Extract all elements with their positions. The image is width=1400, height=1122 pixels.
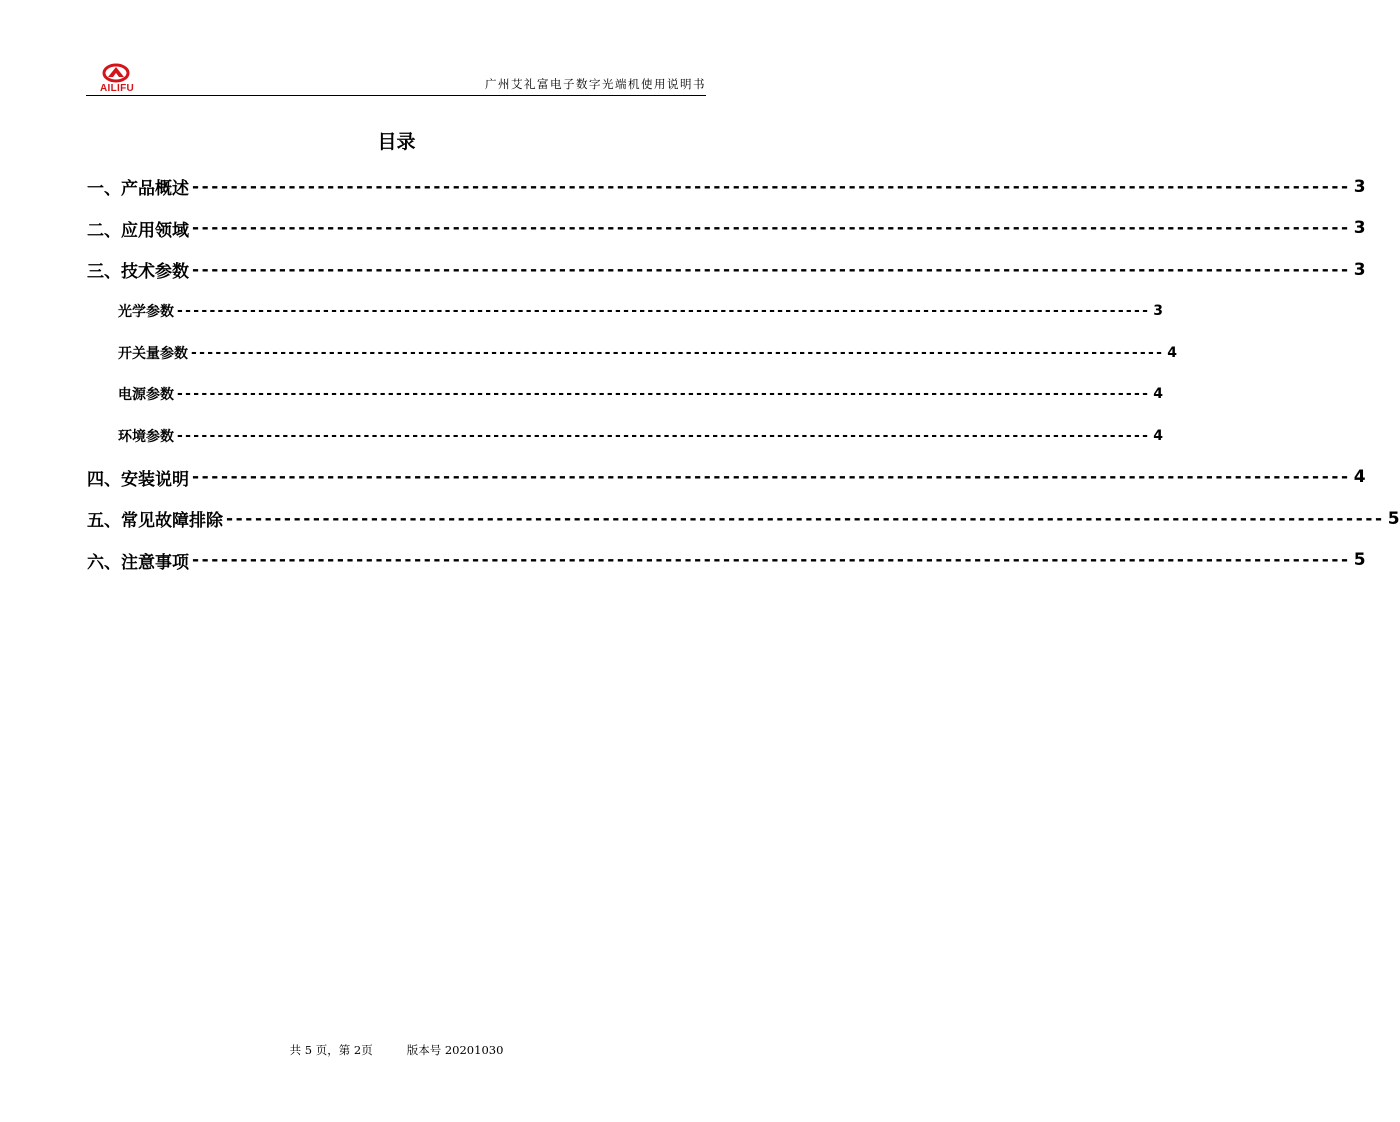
toc-entry-label: 一、产品概述 — [87, 179, 189, 200]
document-title: 广州艾礼富电子数字光端机使用说明书 — [485, 77, 706, 91]
toc-entry-label: 六、注意事项 — [87, 552, 189, 573]
toc-dot-leader: ------------------------------------------------------------------------------------------------------------------------ — [191, 344, 1165, 361]
toc-entry-label: 三、技术参数 — [87, 262, 189, 283]
toc-dot-leader: ------------------------------------------------------------------------------------------------------------------------ — [192, 259, 1351, 280]
toc-entry-page: 4 — [1353, 467, 1366, 488]
toc-entry-label: 光学参数 — [118, 304, 174, 321]
toc-dot-leader: ------------------------------------------------------------------------------------------------------------------------ — [226, 508, 1385, 529]
toc-dot-leader: ------------------------------------------------------------------------------------------------------------------------ — [192, 550, 1351, 571]
logo-wordmark: AILIFU — [99, 83, 135, 94]
toc-entry[interactable] — [87, 166, 1366, 208]
toc-dot-leader: ------------------------------------------------------------------------------------------------------------------------ — [177, 427, 1151, 444]
company-logo — [88, 64, 144, 94]
toc-entry[interactable] — [87, 291, 1164, 333]
toc-entry[interactable] — [87, 540, 1366, 582]
toc-entry-page: 4 — [1153, 427, 1164, 444]
toc-entry-page: 5 — [1387, 508, 1400, 529]
toc-entry-page: 3 — [1353, 218, 1366, 239]
page-footer — [0, 1042, 793, 1058]
toc-entry-label: 电源参数 — [118, 387, 174, 404]
toc-dot-leader: ------------------------------------------------------------------------------------------------------------------------ — [192, 467, 1351, 488]
table-of-contents — [87, 166, 1400, 581]
toc-heading: 目录 — [377, 131, 416, 153]
toc-entry-page: 4 — [1153, 386, 1164, 403]
toc-entry-page: 3 — [1353, 176, 1366, 197]
logo-emblem-icon — [88, 64, 144, 84]
toc-dot-leader: ------------------------------------------------------------------------------------------------------------------------ — [177, 303, 1151, 320]
toc-entry-page: 3 — [1153, 303, 1164, 320]
toc-entry[interactable] — [87, 498, 1400, 540]
toc-entry[interactable] — [87, 249, 1366, 291]
toc-entry-page: 4 — [1167, 344, 1178, 361]
toc-entry[interactable] — [87, 457, 1366, 499]
toc-dot-leader: ------------------------------------------------------------------------------------------------------------------------ — [192, 176, 1351, 197]
toc-entry[interactable] — [87, 332, 1178, 374]
toc-dot-leader: ------------------------------------------------------------------------------------------------------------------------ — [192, 218, 1351, 239]
toc-entry[interactable] — [87, 415, 1164, 457]
toc-entry-label: 五、常见故障排除 — [87, 511, 223, 532]
version-number: 版本号 20201030 — [406, 1043, 504, 1057]
page-header — [86, 62, 706, 96]
toc-entry-label: 开关量参数 — [118, 345, 188, 362]
toc-entry-label: 四、安装说明 — [87, 469, 189, 490]
toc-dot-leader: ------------------------------------------------------------------------------------------------------------------------ — [177, 386, 1151, 403]
toc-entry-label: 环境参数 — [118, 428, 174, 445]
toc-entry-page: 5 — [1353, 550, 1366, 571]
toc-entry-label: 二、应用领域 — [87, 220, 189, 241]
page-count: 共 5 页，第 2页 — [289, 1043, 373, 1057]
toc-entry[interactable] — [87, 208, 1366, 250]
toc-entry-page: 3 — [1353, 259, 1366, 280]
toc-entry[interactable] — [87, 374, 1164, 416]
